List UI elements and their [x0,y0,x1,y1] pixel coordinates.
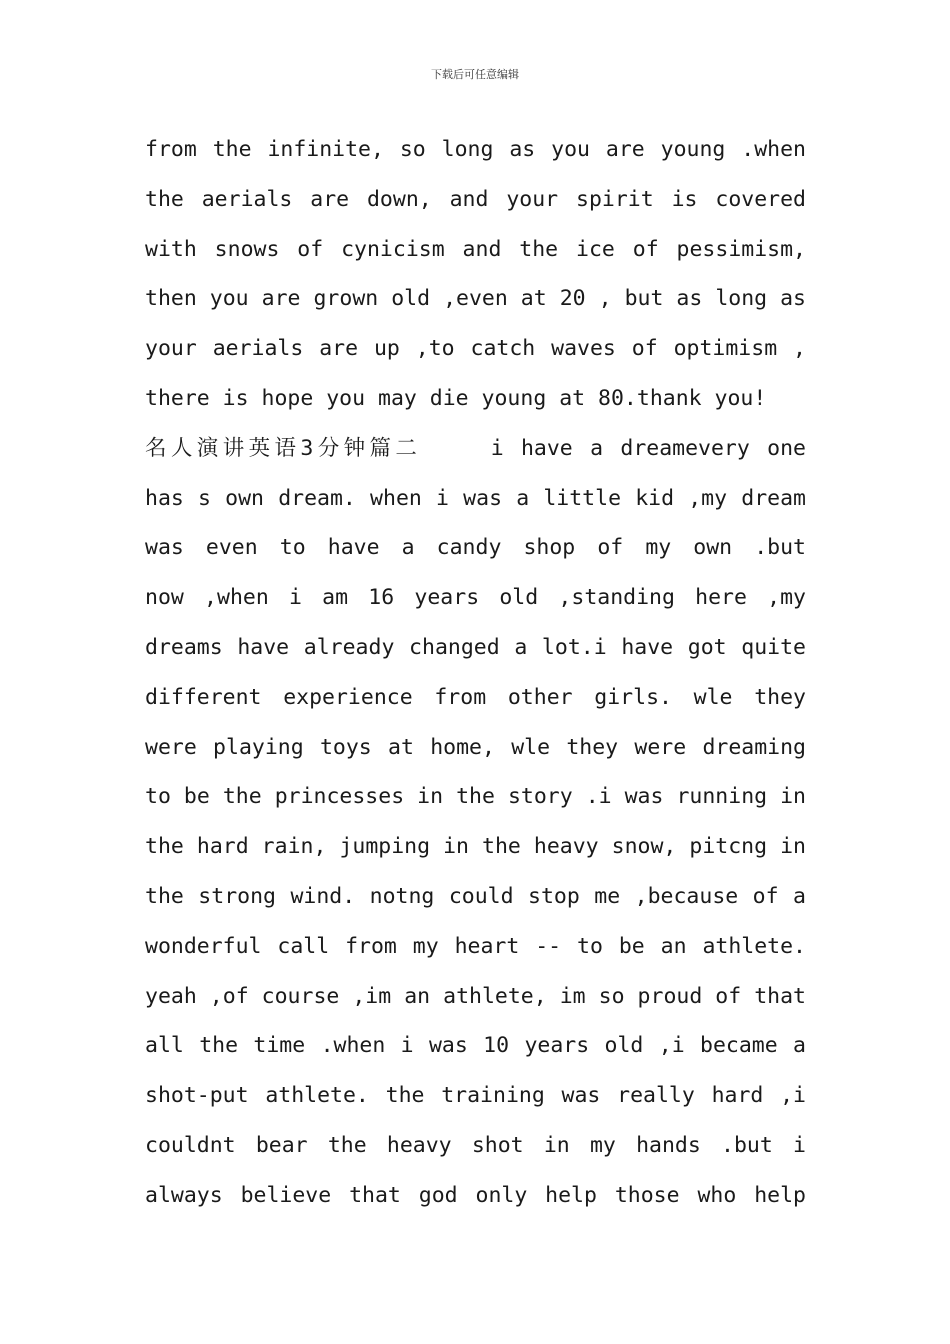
text-line: yeah ,of course ,im an athlete, im so proud of that [145,983,806,1009]
text-line: couldnt bear the heavy shot in my hands .but i [145,1132,806,1158]
text-line: dreams have already changed a lot.i have got quite [145,634,806,660]
text-line: now ,when i am 16 years old ,standing here ,my [145,585,806,611]
text-line: the strong wind. notng could stop me ,because of a [145,883,806,909]
text-line: the hard rain, jumping in the heavy snow, pitcng in [145,834,806,860]
text-line: were playing toys at home, wle they were dreaming [145,734,806,760]
text-line: was even to have a candy shop of my own .but [145,535,806,561]
section-heading-line: 名人演讲英语3分钟篇二 i have a dreamevery one [145,435,806,461]
text-line: there is hope you may die young at 80.thank you! [145,385,767,411]
text-line: always believe that god only help those who help [145,1182,806,1208]
text-line: to be the princesses in the story .i was running in [145,784,806,810]
text-line: different experience from other girls. wle they [145,684,806,710]
text-line: then you are grown old ,even at 20 , but as long as [145,286,806,312]
text-line: shot-put athlete. the training was really hard ,i [145,1083,806,1109]
text-line: with snows of cynicism and the ice of pessimism, [145,236,806,262]
page-header-note: 下载后可任意编辑 [431,68,519,81]
text-line: the aerials are down, and your spirit is covered [145,186,806,212]
text-line: has s own dream. when i was a little kid ,my dream [145,485,806,511]
text-line: from the infinite, so long as you are young .when [145,137,806,162]
document-body [145,125,806,1221]
text-line: wonderful call from my heart -- to be an athlete. [145,933,806,959]
text-line: all the time .when i was 10 years old ,i became a [145,1033,806,1059]
text-line: your aerials are up ,to catch waves of optimism , [145,336,806,362]
